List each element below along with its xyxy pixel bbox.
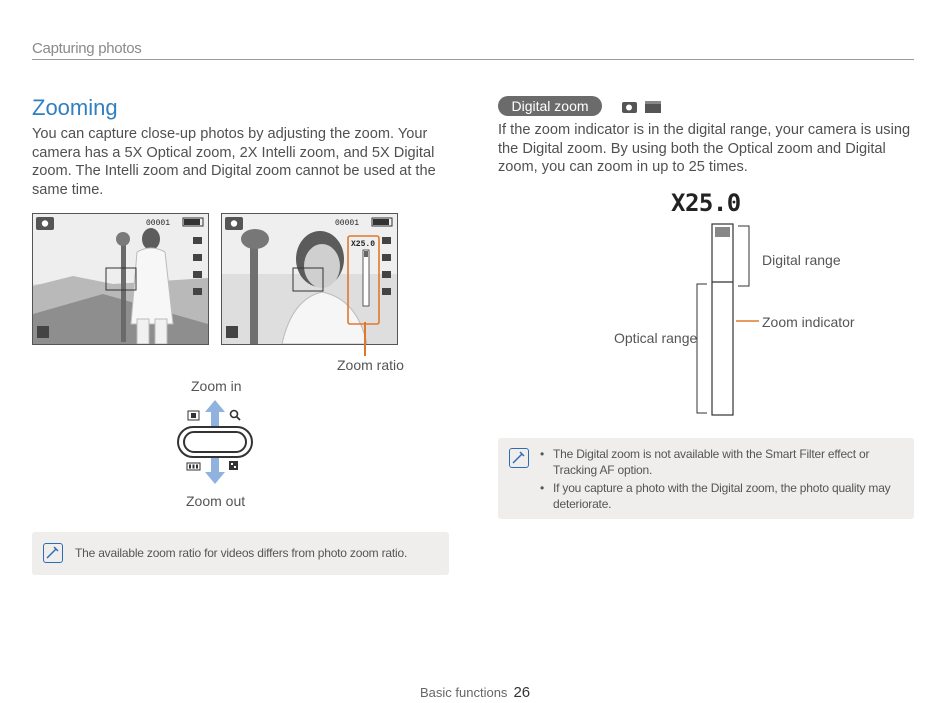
footer-section: Basic functions bbox=[420, 685, 508, 700]
shot-counter: 00001 bbox=[335, 219, 360, 228]
page-number: 26 bbox=[513, 684, 531, 701]
zoom-intro-text: You can capture close-up photos by adjusting the zoom. Your camera has a 5X Optical zoom, 2X Intelli zoom, and 5X Digital zoom. The Intelli zoom and Digital zoom cannot be used at the same time. bbox=[32, 126, 436, 198]
note-icon bbox=[509, 448, 529, 468]
digital-zoom-text: If the zoom indicator is in the digital range, your camera is using the Digital zoom. By using both the Optical zoom and Digital zoom, you can zoom in up to 25 times. bbox=[498, 122, 911, 176]
note-box-videos bbox=[32, 532, 449, 575]
shot-counter: 00001 bbox=[146, 219, 171, 228]
note-icon bbox=[43, 543, 63, 563]
note-box-digital bbox=[498, 438, 914, 519]
bullet: • bbox=[540, 481, 545, 495]
zoom-indicator-label: Zoom indicator bbox=[762, 314, 855, 330]
note-item-1: The Digital zoom is not available with the Smart Filter effect or Tracking AF option. bbox=[553, 447, 870, 477]
camera-screen-wide bbox=[32, 213, 209, 345]
zoom-out-label: Zoom out bbox=[186, 493, 246, 509]
optical-range-label: Optical range bbox=[614, 330, 698, 346]
zoom-readout-small: X25.0 bbox=[351, 240, 376, 249]
zoom-ratio-label: Zoom ratio bbox=[337, 357, 404, 373]
scene-icon bbox=[645, 101, 661, 113]
mode-icons bbox=[621, 99, 663, 115]
zoom-ratio-leader bbox=[364, 322, 366, 356]
page-footer bbox=[420, 684, 530, 701]
smart-auto-icon bbox=[622, 102, 637, 113]
note-item-2: If you capture a photo with the Digital zoom, the photo quality may deteriorate. bbox=[553, 481, 891, 511]
camera-screen-zoomed bbox=[221, 213, 398, 345]
zoom-readout-large: X25.0 bbox=[671, 189, 741, 217]
digital-zoom-pill: Digital zoom bbox=[498, 96, 602, 116]
digital-range-label: Digital range bbox=[762, 252, 841, 268]
section-header: Capturing photos bbox=[32, 40, 142, 57]
note-text: The available zoom ratio for videos differs from photo zoom ratio. bbox=[75, 546, 408, 560]
zoom-in-label: Zoom in bbox=[191, 378, 242, 394]
zoom-lever-diagram bbox=[175, 398, 255, 486]
header-divider bbox=[32, 59, 914, 60]
bullet: • bbox=[540, 447, 545, 461]
page-title: Zooming bbox=[32, 95, 118, 120]
